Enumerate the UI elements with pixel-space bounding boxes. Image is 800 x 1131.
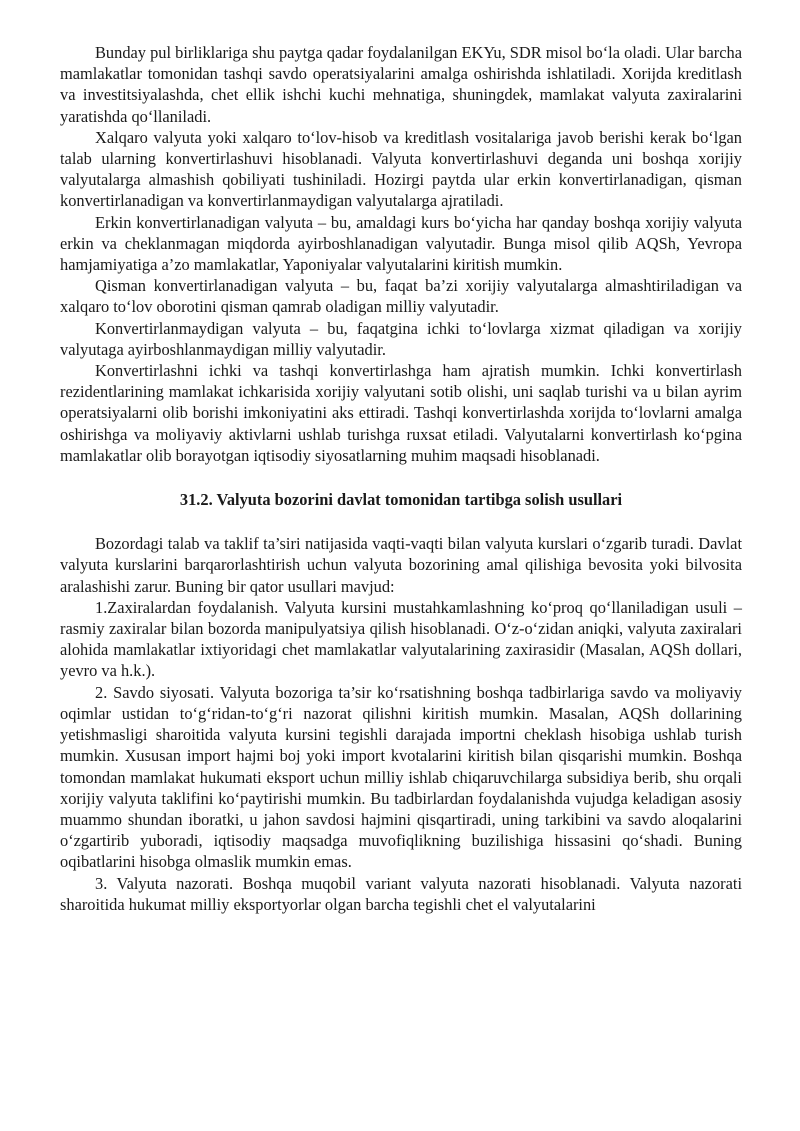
paragraph: 1.Zaxiralardan foydalanish. Valyuta kursini mustahkamlashning ko‘proq qo‘llaniladigan usuli – rasmiy zaxiralar bilan bozorda manipulyatsiya qilish hisoblanadi. O‘z-o‘zidan aniqki, valyuta zaxiralari alohida mamlakatlar ixtiyoridagi chet mamlakatlar valyutalarining zaxirasidir (Masalan, AQSh dollari, yevro va h.k.). [60,597,742,681]
paragraph: Konvertirlanmaydigan valyuta – bu, faqatgina ichki to‘lovlarga xizmat qiladigan va xorijiy valyutaga ayirboshlanmaydigan milliy valyutadir. [60,318,742,359]
section-heading: 31.2. Valyuta bozorini davlat tomonidan tartibga solish usullari [179,490,623,510]
paragraph: Qisman konvertirlanadigan valyuta – bu, faqat ba’zi xorijiy valyutalarga almashtiriladigan va xalqaro to‘lov oborotini qisman qamrab oladigan milliy valyutadir. [60,276,742,317]
paragraph: Bunday pul birliklariga shu paytga qadar foydalanilgan EKYu, SDR misol bo‘la oladi. Ular barcha mamlakatlar tomonidan tashqi savdo operatsiyalarini amalga oshirishda ishlatiladi. Xorijda kreditlash va investitsiyalashda, chet ellik ishchi kuchi mehnatiga, shuningdek, mamlakat valyuta zaxiralarini yaratishda qo‘llaniladi. [60,43,742,126]
paragraph: 3. Valyuta nazorati. Boshqa muqobil variant valyuta nazorati hisoblanadi. Valyuta nazorati sharoitida hukumat milliy eksportyorlar olgan barcha tegishli chet el valyutalarini [60,873,742,914]
paragraph: Bozordagi talab va taklif ta’siri natijasida vaqti-vaqti bilan valyuta kurslari o‘zgarib turadi. Davlat valyuta kurslarini barqarorlashtirish uchun valyuta bozorining amal qilishiga bevosita yoki bilvosita aralashishi zarur. Buning bir qator usullari mavjud: [60,534,742,596]
paragraph: Xalqaro valyuta yoki xalqaro to‘lov-hisob va kreditlash vositalariga javob berishi kerak bo‘lgan talab ularning konvertirlashuvi hisoblanadi. Valyuta konvertirlashuvi deganda uni boshqa xorijiy valyutalarga almashish qobiliyati tushiniladi. Hozirgi paytda ular erkin konvertirlanadigan, qisman konvertirlanadigan va konvertirlanmaydigan valyutalarga ajratiladi. [60,127,742,211]
paragraph: 2. Savdo siyosati. Valyuta bozoriga ta’sir ko‘rsatishning boshqa tadbirlariga savdo va moliyaviy oqimlar ustidan to‘g‘ridan-to‘g‘ri nazorat qilishni kiritish mumkin. Masalan, AQSh dollarining yetishmasligi sharoitida valyuta kursini tegishli darajada importni cheklash hisobiga ushlab turish mumkin. Xususan import hajmi boj yoki import kvotalarini kiritish bilan qisqarishi mumkin. Boshqa tomondan mamlakat hukumati eksport uchun milliy ishlab chiqaruvchilarga subsidiya berib, shu orqali xorijiy valyuta taklifini ko‘paytirishi mumkin. Bu tadbirlardan foydalanishda vujudga keladigan asosiy muammo shundan iboratki, u jahon savdosi hajmini qisqartiradi, uning tarkibini va savdo aloqalarini o‘zgartirib yuboradi, iqtisodiy maqsadga muvofiqlikning buzilishiga hissasini qo‘shadi. Buning oqibatlarini hisobga olmaslik mumkin emas. [60,682,742,872]
paragraph: Konvertirlashni ichki va tashqi konvertirlashga ham ajratish mumkin. Ichki konvertirlash rezidentlarining mamlakat ichkarisida xorijiy valyutani sotib olishi, uni saqlab turishi va u bilan ayrim operatsiyalarni olib borishi imkoniyatini aks ettiradi. Tashqi konvertirlashda xorijda to‘lovlarni amalga oshirishga va moliyaviy aktivlarni ushlab turishga ruxsat etiladi. Valyutalarni konvertirlash ko‘pgina mamlakatlar olib borayotgan iqtisodiy siyosatlarning muhim maqsadi hisoblanadi. [60,361,742,465]
document-page [60,42,742,915]
paragraph: Erkin konvertirlanadigan valyuta – bu, amaldagi kurs bo‘yicha har qanday boshqa xorijiy valyuta erkin va cheklanmagan miqdorda ayirboshlanadigan valyutadir. Bunga misol qilib AQSh, Yevropa hamjamiyatiga a’zo mamlakatlar, Yaponiyalar valyutalarini kiritish mumkin. [60,212,742,275]
